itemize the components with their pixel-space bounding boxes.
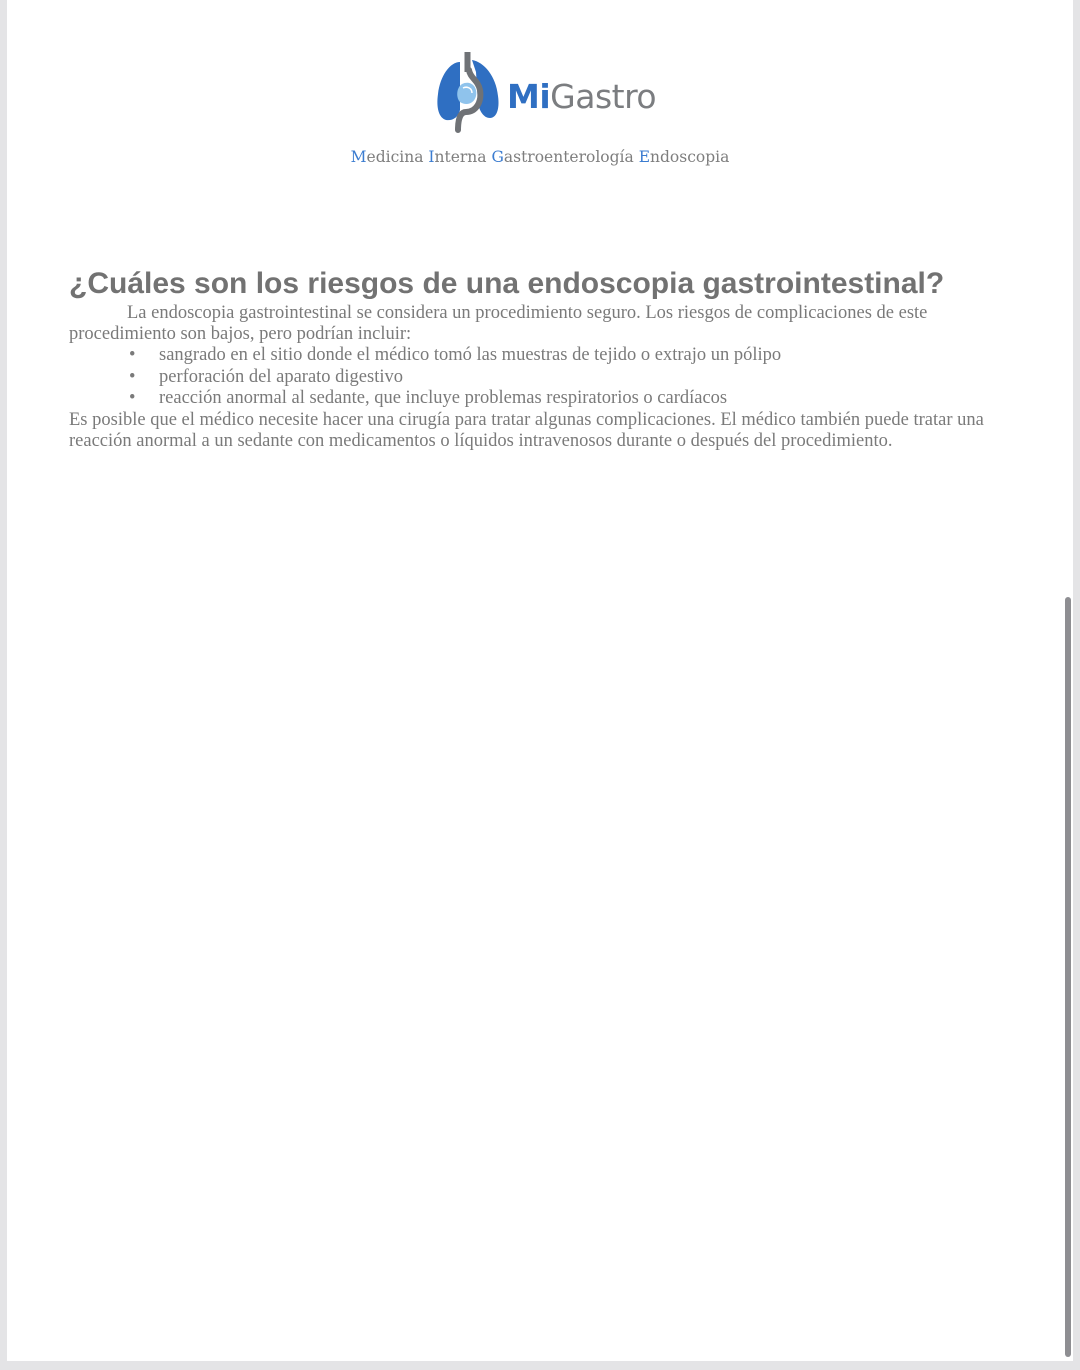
brand-name — [507, 77, 657, 116]
document-page — [7, 0, 1073, 1361]
closing-paragraph: Es posible que el médico necesite hacer una cirugía para tratar algunas complicaciones. El médico también puede tratar una reacción anormal a un sedante con medicamentos o líquidos intravenosos durante o después del procedimiento. — [69, 409, 984, 451]
risk-text: perforación del aparato digestivo — [159, 366, 403, 387]
bullet-icon: • — [129, 388, 136, 408]
risk-text: reacción anormal al sedante, que incluye problemas respiratorios o cardíacos — [159, 388, 728, 408]
tagline — [7, 148, 1073, 166]
tagline-word: Medicina — [350, 148, 424, 166]
lungs-stomach-logo-icon — [432, 50, 504, 134]
tagline-word: Endoscopia — [638, 148, 730, 166]
article — [69, 265, 1009, 452]
bullet-icon: • — [129, 366, 136, 387]
brand-suffix: Gastro — [550, 77, 657, 116]
risks-list — [69, 345, 1009, 410]
migastro-logo — [432, 50, 657, 134]
list-item — [69, 388, 1009, 410]
intro-paragraph: La endoscopia gastrointestinal se considera un procedimiento seguro. Los riesgos de complicaciones de este procedimiento son bajos, pero podrían incluir: — [69, 303, 928, 344]
vertical-scrollbar[interactable] — [1065, 597, 1071, 1357]
list-item — [69, 345, 1009, 367]
brand-prefix: Mi — [507, 77, 551, 116]
list-item — [69, 367, 1009, 389]
article-heading: ¿Cuáles son los riesgos de una endoscopia gastrointestinal? — [69, 267, 945, 300]
bullet-icon: • — [129, 345, 136, 365]
risk-text: sangrado en el sitio donde el médico tomó las muestras de tejido o extrajo un pólipo — [159, 345, 782, 365]
tagline-word: Gastroenterología — [491, 148, 634, 166]
tagline-word: Interna — [428, 148, 487, 166]
